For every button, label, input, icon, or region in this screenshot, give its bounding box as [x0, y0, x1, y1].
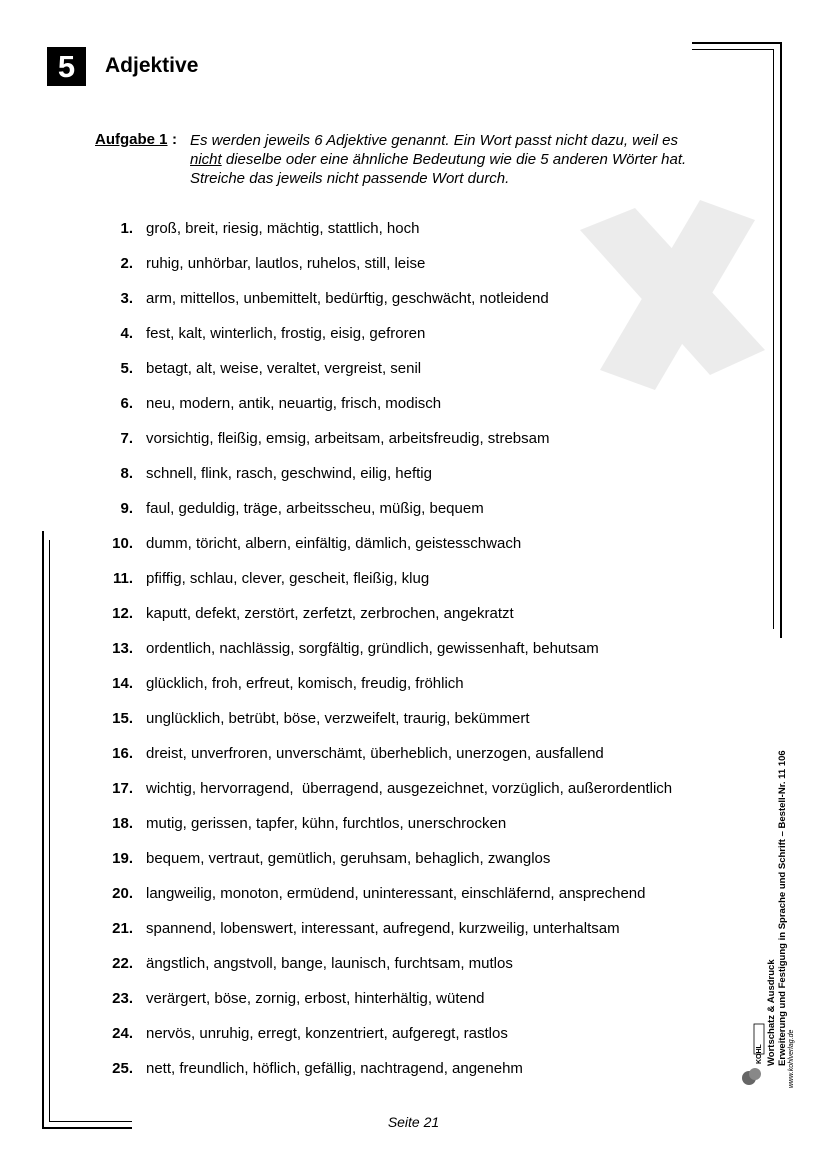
list-item	[0, 218, 760, 253]
item-words: verärgert, böse, zornig, erbost, hinterhältig, wütend	[146, 990, 485, 1007]
side-publication-info	[766, 750, 788, 1066]
item-number: 15.	[112, 710, 133, 727]
item-number: 3.	[120, 290, 133, 307]
item-words: schnell, flink, rasch, geschwind, eilig, heftig	[146, 465, 432, 482]
adjective-list	[0, 218, 760, 1093]
list-item	[0, 393, 760, 428]
side-info-title: Wortschatz & Ausdruck	[766, 959, 777, 1066]
task-instruction-emphasis: nicht	[190, 151, 222, 168]
item-words: bequem, vertraut, gemütlich, geruhsam, behaglich, zwanglos	[146, 850, 551, 867]
item-number: 7.	[120, 430, 133, 447]
item-number: 20.	[112, 885, 133, 902]
item-number: 22.	[112, 955, 133, 972]
item-words: dumm, töricht, albern, einfältig, dämlich, geistesschwach	[146, 535, 522, 552]
item-number: 19.	[112, 850, 133, 867]
item-number: 2.	[120, 255, 133, 272]
chapter-number-box	[47, 47, 86, 86]
list-item	[0, 743, 760, 778]
list-item	[0, 708, 760, 743]
item-number: 24.	[112, 1025, 133, 1042]
list-item	[0, 1023, 760, 1058]
page-number: Seite 21	[387, 1114, 440, 1130]
list-item	[0, 638, 760, 673]
frame-line-right-outer	[780, 42, 782, 638]
item-words: wichtig, hervorragend, überragend, ausgezeichnet, vorzüglich, außerordentlich	[146, 780, 673, 797]
item-words: betagt, alt, weise, veraltet, vergreist, senil	[146, 360, 422, 377]
list-item	[0, 918, 760, 953]
list-item	[0, 288, 760, 323]
item-number: 4.	[120, 325, 133, 342]
list-item	[0, 673, 760, 708]
item-number: 5.	[120, 360, 133, 377]
list-item	[0, 953, 760, 988]
item-words: nett, freundlich, höflich, gefällig, nachtragend, angenehm	[146, 1060, 523, 1077]
list-item	[0, 568, 760, 603]
publisher-url: www.kohlverlag.de	[788, 1029, 795, 1088]
task-instruction-line-3: Streiche das jeweils nicht passende Wort durch.	[190, 170, 510, 187]
item-number: 11.	[112, 570, 133, 587]
item-words: kaputt, defekt, zerstört, zerfetzt, zerbrochen, angekratzt	[146, 605, 514, 622]
list-item	[0, 323, 760, 358]
publisher-logo-icon	[740, 1022, 766, 1088]
task-instruction-line-1: Es werden jeweils 6 Adjektive genannt. Ein Wort passt nicht dazu, weil es	[190, 132, 679, 149]
publisher-name: KOHL	[756, 1044, 763, 1064]
frame-line-top-outer	[692, 42, 782, 44]
list-item	[0, 603, 760, 638]
list-item	[0, 428, 760, 463]
item-words: ordentlich, nachlässig, sorgfältig, gründlich, gewissenhaft, behutsam	[146, 640, 599, 657]
list-item	[0, 848, 760, 883]
item-words: pfiffig, schlau, clever, gescheit, fleißig, klug	[146, 570, 430, 587]
chapter-number: 5	[57, 48, 76, 84]
item-words: groß, breit, riesig, mächtig, stattlich, hoch	[146, 220, 420, 237]
item-number: 1.	[120, 220, 133, 237]
item-words: dreist, unverfroren, unverschämt, überheblich, unerzogen, ausfallend	[146, 745, 604, 762]
item-number: 17.	[112, 780, 133, 797]
item-number: 14.	[112, 675, 133, 692]
item-number: 13.	[112, 640, 133, 657]
item-number: 25.	[112, 1060, 133, 1077]
list-item	[0, 498, 760, 533]
item-number: 10.	[112, 535, 133, 552]
list-item	[0, 463, 760, 498]
item-number: 6.	[120, 395, 133, 412]
item-words: neu, modern, antik, neuartig, frisch, modisch	[146, 395, 442, 412]
list-item	[0, 533, 760, 568]
page-title: Adjektive	[105, 54, 199, 77]
item-words: ruhig, unhörbar, lautlos, ruhelos, still, leise	[146, 255, 426, 272]
side-info-subtitle: Erweiterung und Festigung in Sprache und Schrift – Bestell-Nr. 11 106	[777, 750, 788, 1066]
list-item	[0, 813, 760, 848]
item-number: 16.	[112, 745, 133, 762]
item-words: vorsichtig, fleißig, emsig, arbeitsam, arbeitsfreudig, strebsam	[146, 430, 550, 447]
item-words: fest, kalt, winterlich, frostig, eisig, gefroren	[146, 325, 426, 342]
item-words: langweilig, monoton, ermüdend, uninteressant, einschläfernd, ansprechend	[146, 885, 646, 902]
list-item	[0, 1058, 760, 1093]
item-number: 9.	[120, 500, 133, 517]
list-item	[0, 988, 760, 1023]
task-instruction-line-2	[190, 150, 750, 169]
item-number: 23.	[112, 990, 133, 1007]
task-label-colon: :	[172, 131, 177, 148]
task-label: Aufgabe 1	[95, 131, 168, 148]
task-instruction	[190, 131, 750, 188]
item-words: nervös, unruhig, erregt, konzentriert, aufgeregt, rastlos	[146, 1025, 508, 1042]
frame-line-top-inner	[692, 49, 774, 50]
item-words: mutig, gerissen, tapfer, kühn, furchtlos, unerschrocken	[146, 815, 507, 832]
item-number: 12.	[112, 605, 133, 622]
item-words: unglücklich, betrübt, böse, verzweifelt, traurig, bekümmert	[146, 710, 530, 727]
item-words: spannend, lobenswert, interessant, aufregend, kurzweilig, unterhaltsam	[146, 920, 620, 937]
task-instruction-line-2-rest: dieselbe oder eine ähnliche Bedeutung wie die 5 anderen Wörter hat.	[221, 151, 687, 168]
list-item	[0, 253, 760, 288]
item-words: faul, geduldig, träge, arbeitsscheu, müßig, bequem	[146, 500, 484, 517]
item-words: ängstlich, angstvoll, bange, launisch, furchtsam, mutlos	[146, 955, 513, 972]
item-words: glücklich, froh, erfreut, komisch, freudig, fröhlich	[146, 675, 464, 692]
item-number: 21.	[112, 920, 133, 937]
item-number: 18.	[112, 815, 133, 832]
list-item	[0, 358, 760, 393]
item-number: 8.	[120, 465, 133, 482]
list-item	[0, 778, 760, 813]
list-item	[0, 883, 760, 918]
item-words: arm, mittellos, unbemittelt, bedürftig, geschwächt, notleidend	[146, 290, 549, 307]
